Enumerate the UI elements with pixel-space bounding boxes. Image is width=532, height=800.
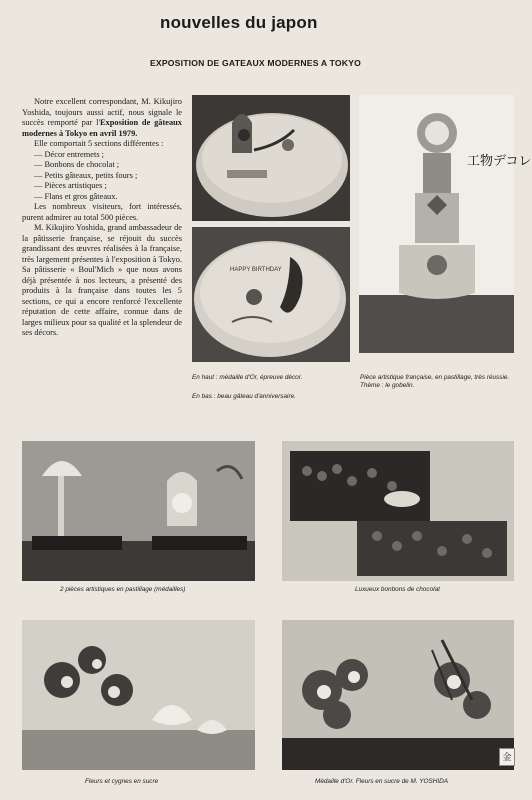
article-paragraph-4: M. Kikujiro Yoshida, grand ambassadeur de la pâtisserie française, se réjouit du succès grandissant des œuvres réalisées à la française, très largement présentes à l'exposition à Tokyo. Sa pâtisserie « Boul'Mich » que nous avons déjà présentée à nos lecteurs, a présenté des produits à la française dans toutes les 5 sections, ce qui a encore renforcé l'excellente réputation de cette affaire, connue dans de larges milieux pour sa qualité et la splendeur de ses décors. — [22, 223, 182, 337]
sections-list — [22, 150, 182, 203]
exhibition-name: Exposition de gâteaux modernes à Tokyo en avril 1979. — [22, 118, 182, 138]
cake-illustration — [192, 95, 350, 221]
caption-middle-left: 2 pièces artistiques en pastillage (médailles) — [60, 586, 186, 593]
photo-sugar-flowers-swans — [22, 620, 255, 770]
sugar-flowers-illustration — [282, 620, 514, 770]
article-paragraph-1: Notre excellent correspondant, M. Kikujiro Yoshida, toujours aussi actif, nous signale le succès remporté par l'Exposition de gâteaux modernes à Tokyo en avril 1979. — [22, 97, 182, 138]
photo-pastillage-medals — [22, 441, 255, 581]
caption-top-left-1: En haut : médaille d'Or, épreuve décor. — [192, 374, 303, 381]
caption-middle-right: Luxueux bonbons de chocolat — [355, 586, 440, 593]
flowers-swans-illustration — [22, 620, 255, 770]
section-item: — Pièces artistiques ; — [22, 181, 182, 192]
section-item: — Décor entremets ; — [22, 150, 182, 161]
photo-chocolate-bonbons — [282, 441, 514, 581]
corner-badge: 金 — [499, 748, 515, 766]
pastillage-tower-illustration — [359, 95, 532, 353]
section-item: — Bonbons de chocolat ; — [22, 160, 182, 171]
caption-bottom-left: Fleurs et cygnes en sucre — [85, 778, 159, 785]
article-body — [22, 97, 182, 339]
two-artistic-pieces-illustration — [22, 441, 255, 581]
birthday-inscription: HAPPY BIRTHDAY — [230, 267, 282, 273]
rubric-title: nouvelles du japon — [160, 13, 318, 32]
caption-bottom-right: Médaille d'Or. Fleurs en sucre de M. YOSHIDA — [315, 778, 448, 785]
section-item: — Petits gâteaux, petits fours ; — [22, 171, 182, 182]
photo-birthday-cake — [192, 227, 350, 362]
article-headline: EXPOSITION DE GATEAUX MODERNES A TOKYO — [150, 58, 362, 68]
photo-gold-medal-sugar-flowers — [282, 620, 514, 770]
japanese-sign-text: 工物デコレ — [467, 154, 532, 169]
caption-top-left-2: En bas : beau gâteau d'anniversaire. — [192, 393, 296, 400]
article-paragraph-3: Les nombreux visiteurs, fort intéressés, purent admirer au total 500 pièces. — [22, 202, 182, 222]
bonbons-illustration — [282, 441, 514, 581]
section-item: — Flans et gros gâteaux. — [22, 192, 182, 203]
birthday-cake-illustration — [192, 227, 350, 362]
photo-gold-medal-cake — [192, 95, 350, 221]
article-paragraph-2: Elle comportait 5 sections différentes : — [34, 139, 164, 148]
photo-artistic-piece — [359, 95, 532, 353]
caption-top-right: Pièce artistique française, en pastillage, très réussie. Thème : le gobelin. — [360, 374, 510, 389]
